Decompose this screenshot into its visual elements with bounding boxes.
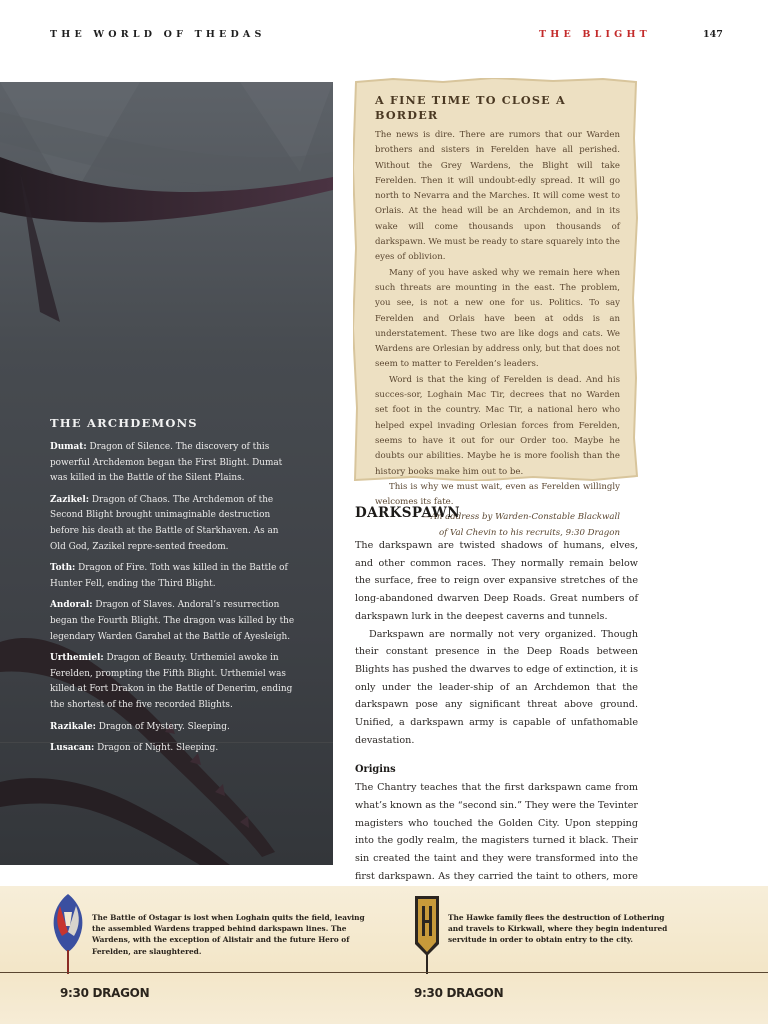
body-paragraph: The darkspawn are twisted shadows of humans, elves, and other common races. They normally remain below the surface, free to reign over expansive stretches of the long-abandoned dwarven Deep Roads. Great numbers of darkspawn lurk in the deepest caverns and tunnels. (355, 540, 638, 622)
archdemon-entry (50, 651, 296, 713)
archdemon-name: Urthemiel: (50, 653, 104, 664)
timeline-rule (0, 972, 768, 973)
archdemon-entry (50, 561, 296, 592)
sidebar-attribution: —An address by Warden-Constable Blackwall (422, 512, 620, 523)
archdemon-entry (50, 598, 296, 645)
sidebar-paragraph: The news is dire. There are rumors that our Warden brothers and sisters in Ferelden have all perished. Without the Grey Wardens, the Blight will take Ferelden. Then it will undoubt-edly spread. It will go north to Nevarra and the Marches. It will come west to Orlais. At the head will be an Archdemon, and in its wake will come thousands upon thousands of darkspawn. We must be ready to stare squarely into the eyes of oblivion. (375, 130, 620, 263)
archdemon-desc: Dragon of Fire. Toth was killed in the Battle of Hunter Fell, ending the Third Blight. (50, 563, 288, 589)
archdemon-name: Lusacan: (50, 743, 95, 754)
kirkwall-shield-icon (412, 892, 442, 976)
sidebar-text (375, 93, 620, 541)
archdemon-desc: Dragon of Beauty. Urthemiel awoke in Ferelden, prompting the Fifth Blight. Urthemiel was killed at Fort Drakon in the Battle of Denerim, ending the shortest of the five recorded Blights. (50, 653, 293, 710)
archdemon-entry (50, 440, 296, 487)
sidebar-paragraph: This is why we must wait, even as Ferelden willingly welcomes its fate. (375, 481, 620, 508)
archdemon-name: Toth: (50, 563, 76, 574)
sidebar-paragraph: Word is that the king of Ferelden is dead. And his succes-sor, Loghain Mac Tir, decrees that no Warden set foot in the country. Mac Tir, a national hero who helped expel invading Orlesian forces from Ferelden, seems to have it out for our Order too. Maybe he doubts our abilities. Maybe he is more foolish than the history books make him out to be. (375, 374, 620, 477)
main-article (355, 503, 638, 903)
subheading: Origins (355, 764, 396, 776)
archdemon-desc: Dragon of Silence. The discovery of this powerful Archdemon began the First Blight. Dumat was killed in the Battle of the Silent Plains. (50, 442, 283, 484)
page-number: 147 (703, 29, 723, 40)
archdemon-name: Andoral: (50, 600, 93, 611)
body-paragraph: Darkspawn are normally not very organized. Though their constant presence in the Deep Roads between Blights has pushed the dwarves to edge of extinction, it is only under the leader-ship of an Archdemon that the darkspawn pose any significant threat above ground. Unified, a darkspawn army is capable of unfathomable devastation. (355, 628, 638, 746)
archdemon-name: Dumat: (50, 442, 87, 452)
archdemons-list (50, 415, 296, 763)
sidebar-title: A FINE TIME TO CLOSE A BORDER (375, 93, 566, 122)
archdemon-entry (50, 741, 296, 757)
archdemon-desc: Dragon of Mystery. Sleeping. (98, 721, 230, 732)
archdemon-entry (50, 720, 296, 736)
section-heading: DARKSPAWN (355, 505, 460, 521)
parchment-sidebar (353, 78, 638, 538)
body-paragraph: The Chantry teaches that the first darkspawn came from what’s known as the “second sin.” They were the Tevinter magisters who touched the Golden City. Upon stepping into the godly realm, the magisters turned it black. Their sin created the taint and they were transformed into the first darkspawn. As they carried the taint to others, more (355, 782, 638, 882)
dragon-artwork-panel (0, 82, 333, 865)
griffon-crest-icon (48, 892, 88, 976)
timeline-date: 9:30 DRAGON (414, 986, 504, 1000)
sidebar-attribution: of Val Chevin to his recruits, 9:30 Dragon (438, 527, 620, 538)
book-title: THE WORLD OF THEDAS (50, 29, 266, 40)
archdemon-name: Zazikel: (50, 494, 90, 505)
archdemon-name: Razikale: (50, 721, 96, 732)
chapter-title: THE BLIGHT (539, 29, 651, 40)
archdemon-entry (50, 493, 296, 555)
timeline-date: 9:30 DRAGON (60, 986, 150, 1000)
timeline-event-text: The Battle of Ostagar is lost when Loghain quits the field, leaving the assembled Wardens trapped behind darkspawn lines. The Wardens, with the exception of Alistair and the future Hero of Ferelden, are slaughtered. (92, 913, 365, 956)
timeline-event-text: The Hawke family flees the destruction of Lothering and travels to Kirkwall, where they begin indentured servitude in order to obtain entry to the city. (448, 913, 668, 945)
sidebar-paragraph: Many of you have asked why we remain here when such threats are mounting in the east. The problem, you see, is not a new one for us. Politics. To say Ferelden and Orlais have been at odds is an understatement. These two are like dogs and cats. We Wardens are Orlesian by address only, but that does not seem to matter to Ferelden’s leaders. (375, 267, 620, 370)
archdemons-heading: THE ARCHDEMONS (50, 416, 198, 430)
timeline-footer (0, 886, 768, 1024)
archdemon-desc: Dragon of Slaves. Andoral’s resurrection began the Fourth Blight. The dragon was killed by the legendary Warden Garahel at the Battle of Ayesleigh. (50, 600, 295, 642)
archdemon-desc: Dragon of Chaos. The Archdemon of the Second Blight brought unimaginable destruction before his death at the Battle of Starkhaven. As an Old God, Zazikel repre-sented freedom. (50, 494, 279, 552)
archdemon-desc: Dragon of Night. Sleeping. (97, 743, 219, 754)
